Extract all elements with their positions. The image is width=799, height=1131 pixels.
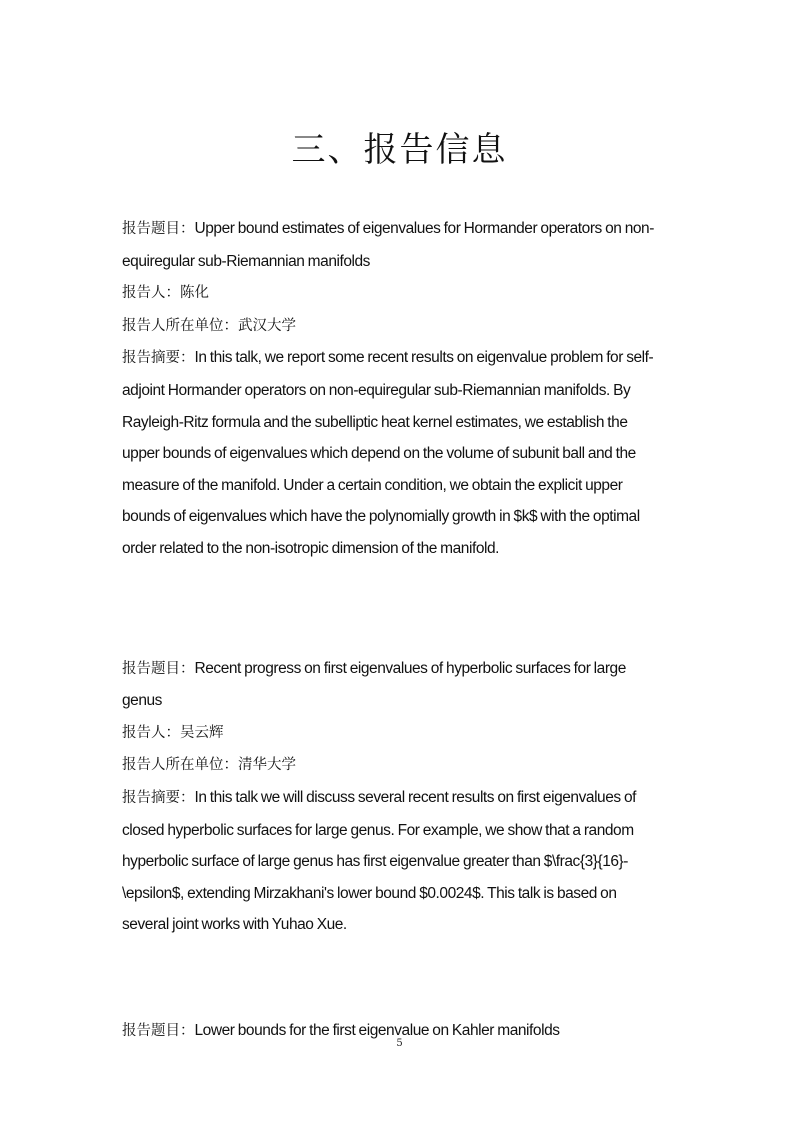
abstract-line: Rayleigh-Ritz formula and the subelliptic heat kernel estimates, we establish the [122,413,628,431]
title-label: 报告题目： [122,660,195,677]
talk-title-text: Recent progress on first eigenvalues of hyperbolic surfaces for large [194,659,626,677]
speaker-line [122,277,674,310]
abstract-line: \epsilon$, extending Mirzakhani's lower bound $0.0024$. This talk is based on [122,884,617,902]
abstract-text: In this talk, we report some recent results on eigenvalue problem for self- [194,349,654,367]
affiliation-name: 武汉大学 [238,317,296,334]
talk-title-text: Upper bound estimates of eigenvalues for Hormander operators on non- [194,220,654,237]
speaker-label: 报告人： [122,285,180,302]
affiliation-label: 报告人所在单位： [122,317,238,334]
page-number: 5 [396,1038,403,1049]
abstract-label: 报告摘要： [122,350,195,367]
talk-title-line: equiregular sub-Riemannian manifolds [122,252,370,270]
abstract-line: adjoint Hormander operators on non-equiregular sub-Riemannian manifolds. By [122,381,631,399]
talk-list [122,213,674,1047]
spacer [122,565,674,653]
affiliation-name: 清华大学 [238,757,296,774]
abstract-line: several joint works with Yuhao Xue. [122,916,347,934]
speaker-line [122,717,674,750]
talk-title-line [122,653,674,686]
talk-entry-2 [122,653,674,941]
abstract-line: measure of the manifold. Under a certain condition, we obtain the explicit upper [122,476,623,494]
talk-title-line [122,213,674,246]
abstract-line: bounds of eigenvalues which have the polynomially growth in $k$ with the optimal [122,508,640,526]
talk-title-text: Lower bounds for the first eigenvalue on Kahler manifolds [194,1021,560,1039]
talk-entry-1 [122,213,674,565]
abstract-line: hyperbolic surface of large genus has first eigenvalue greater than $\frac{3}{16}- [122,853,628,871]
abstract-line [122,782,674,815]
abstract-line: upper bounds of eigenvalues which depend on the volume of subunit ball and the [122,445,636,463]
title-label: 报告题目： [122,1022,195,1039]
abstract-line [122,342,674,375]
abstract-label: 报告摘要： [122,789,195,806]
abstract-text: In this talk we will discuss several recent results on first eigenvalues of [194,788,636,806]
affiliation-label: 报告人所在单位： [122,757,238,774]
speaker-label: 报告人： [122,724,180,741]
page-title: 三、报告信息 [291,130,508,170]
abstract-line: closed hyperbolic surfaces for large genus. For example, we show that a random [122,821,634,839]
title-label: 报告题目： [122,221,195,237]
talk-title-line: genus [122,692,162,710]
affiliation-line [122,749,674,782]
speaker-name: 吴云辉 [180,724,224,741]
speaker-name: 陈化 [180,285,209,302]
spacer [122,941,674,1015]
abstract-line: order related to the non-isotropic dimension of the manifold. [122,539,500,557]
affiliation-line [122,310,674,343]
